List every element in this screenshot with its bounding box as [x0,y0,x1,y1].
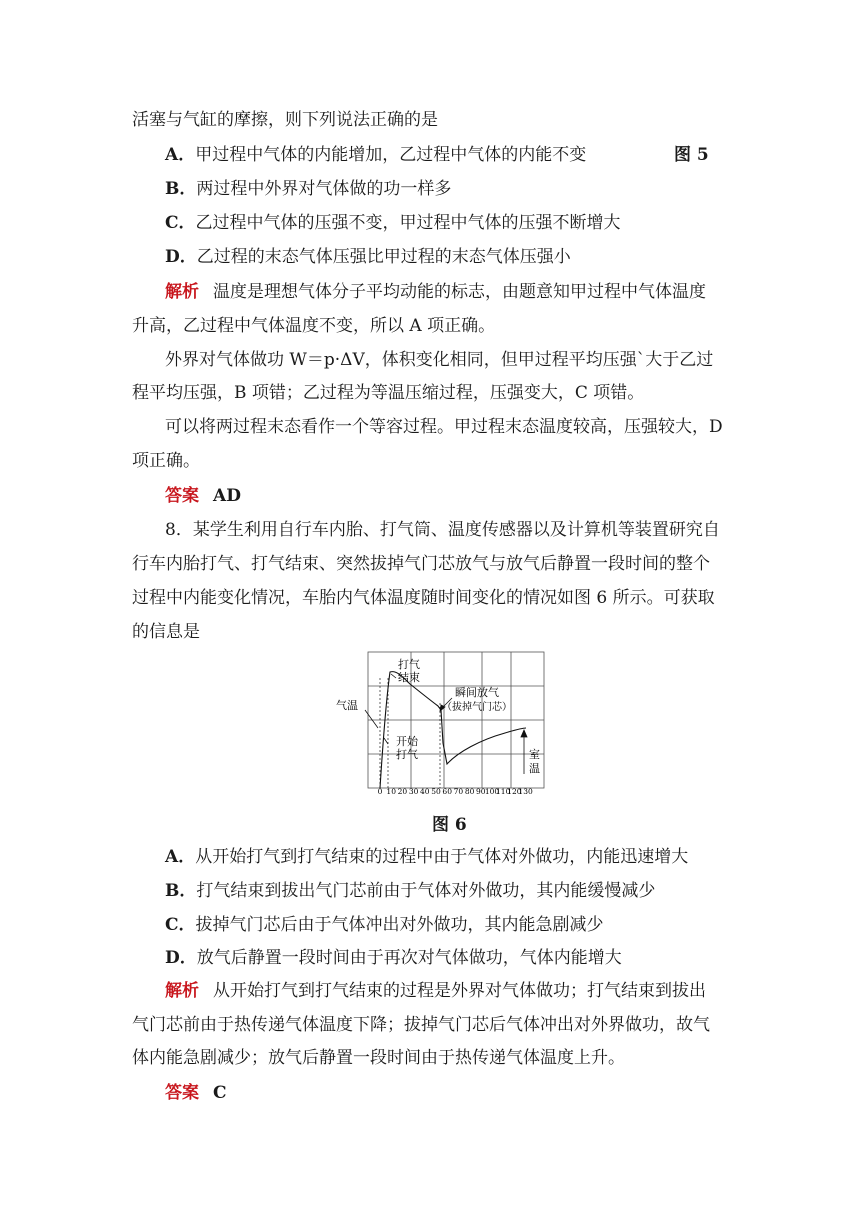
q8-answer [165,1081,227,1105]
q8-stem-line-2: 行车内胎打气、打气结束、突然拔掉气门芯放气与放气后静置一段时间的整个 [132,554,710,574]
x-tick-label: 0 [377,787,383,796]
x-tick-label: 110 [496,787,511,796]
x-tick-label: 40 [420,787,430,796]
x-tick-label: 100 [484,787,500,796]
option-letter: B． [165,881,197,901]
q8-stem-line-1: 8．某学生利用自行车内胎、打气筒、温度传感器以及计算机等装置研究自 [165,520,720,540]
y-axis-label: 气温 [336,699,358,712]
dashed-guides [380,678,440,788]
x-tick-label: 80 [464,787,475,796]
option-text: 打气结束到拔出气门芯前由于气体对外做功，其内能缓慢减少 [196,881,656,901]
option-text: 拔掉气门芯后由于气体冲出对外做功，其内能急剧减少 [195,915,604,935]
q8-option-a [165,845,688,869]
annotation-release-2: （拔掉气门芯） [442,702,512,713]
option-letter: C． [165,213,196,233]
option-text: 乙过程中气体的压强不变，甲过程中气体的压强不断增大 [195,213,621,233]
x-tick-label: 120 [507,787,522,796]
x-tick-label: 30 [408,787,419,796]
analysis-text: 温度是理想气体分子平均动能的标志，由题意知甲过程中气体温度 [213,282,706,302]
q7-answer [165,484,241,508]
q8-option-d [165,946,622,970]
annotation-start-1: 开始 [396,735,418,748]
answer-label: 答案 [165,486,199,506]
option-letter: C． [165,915,196,935]
x-tick-label: 50 [431,787,441,796]
x-tick-labels [378,787,533,796]
annotation-room-1: 室 [529,748,540,761]
option-text: 乙过程的末态气体压强比甲过程的末态气体压强小 [196,247,571,267]
answer-value: C [213,1083,227,1103]
option-text: 放气后静置一段时间由于再次对气体做功，气体内能增大 [196,948,622,968]
q7-analysis-line-1 [165,280,706,304]
q7-analysis-line-6: 项正确。 [132,451,200,471]
analysis-label: 解析 [165,981,199,1001]
q8-analysis-line-2: 气门芯前由于热传递气体温度下降；拔掉气门芯后气体冲出对外界做功，故气 [132,1015,710,1035]
option-text: 甲过程中气体的内能增加，乙过程中气体的内能不变 [195,145,587,165]
annotation-room-2: 温 [529,762,540,775]
q8-analysis-line-1 [165,979,706,1003]
annotation-start-2: 打气 [396,748,418,761]
annotation-release-1: 瞬间放气 [455,686,499,699]
q7-analysis-line-4: 程平均压强，B 项错；乙过程为等温压缩过程，压强变大，C 项错。 [132,383,645,403]
x-tick-label: 60 [442,787,452,796]
x-tick-label: 90 [476,787,486,796]
option-text: 两过程中外界对气体做的功一样多 [196,179,452,199]
option-text: 从开始打气到打气结束的过程中由于气体对外做功，内能迅速增大 [195,847,689,867]
analysis-label: 解析 [165,282,199,302]
q7-option-b [165,177,451,201]
q7-option-c [165,211,621,235]
figure-5-label: 图 5 [674,145,709,165]
x-tick-label: 20 [397,787,408,796]
q7-analysis-line-2: 升高，乙过程中气体温度不变，所以 A 项正确。 [132,316,496,336]
answer-value: AD [213,486,241,506]
q8-stem-line-4: 的信息是 [132,622,200,642]
annotation-end-pump-2: 结束 [398,671,420,684]
q7-analysis-line-3: 外界对气体做功 W＝p·ΔV，体积变化相同，但甲过程平均压强`大于乙过 [165,350,714,370]
x-tick-label: 70 [453,787,464,796]
temperature-curve [380,672,526,788]
option-letter: A． [165,847,196,867]
q8-option-c [165,913,604,937]
x-tick-label: 130 [518,787,533,796]
x-tick-label: 10 [386,787,396,796]
figure-6-caption: 图 6 [432,815,467,835]
option-letter: D． [165,247,197,267]
option-letter: B． [165,179,197,199]
q7-option-a [165,143,586,167]
annotation-end-pump-1: 打气 [398,658,420,671]
option-letter: D． [165,948,197,968]
q7-stem-tail: 活塞与气缸的摩擦，则下列说法正确的是 [132,110,438,130]
q8-analysis-line-3: 体内能急剧减少；放气后静置一段时间由于热传递气体温度上升。 [132,1048,625,1068]
q8-option-b [165,879,655,903]
figure-6 [330,648,570,798]
q7-option-d [165,245,571,269]
answer-label: 答案 [165,1083,199,1103]
analysis-text: 从开始打气到打气结束的过程是外界对气体做功；打气结束到拔出 [213,981,706,1001]
q7-analysis-line-5: 可以将两过程末态看作一个等容过程。甲过程末态温度较高，压强较大，D [165,417,723,437]
option-letter: A． [165,145,196,165]
q8-stem-line-3: 过程中内能变化情况，车胎内气体温度随时间变化的情况如图 6 所示。可获取 [132,588,715,608]
